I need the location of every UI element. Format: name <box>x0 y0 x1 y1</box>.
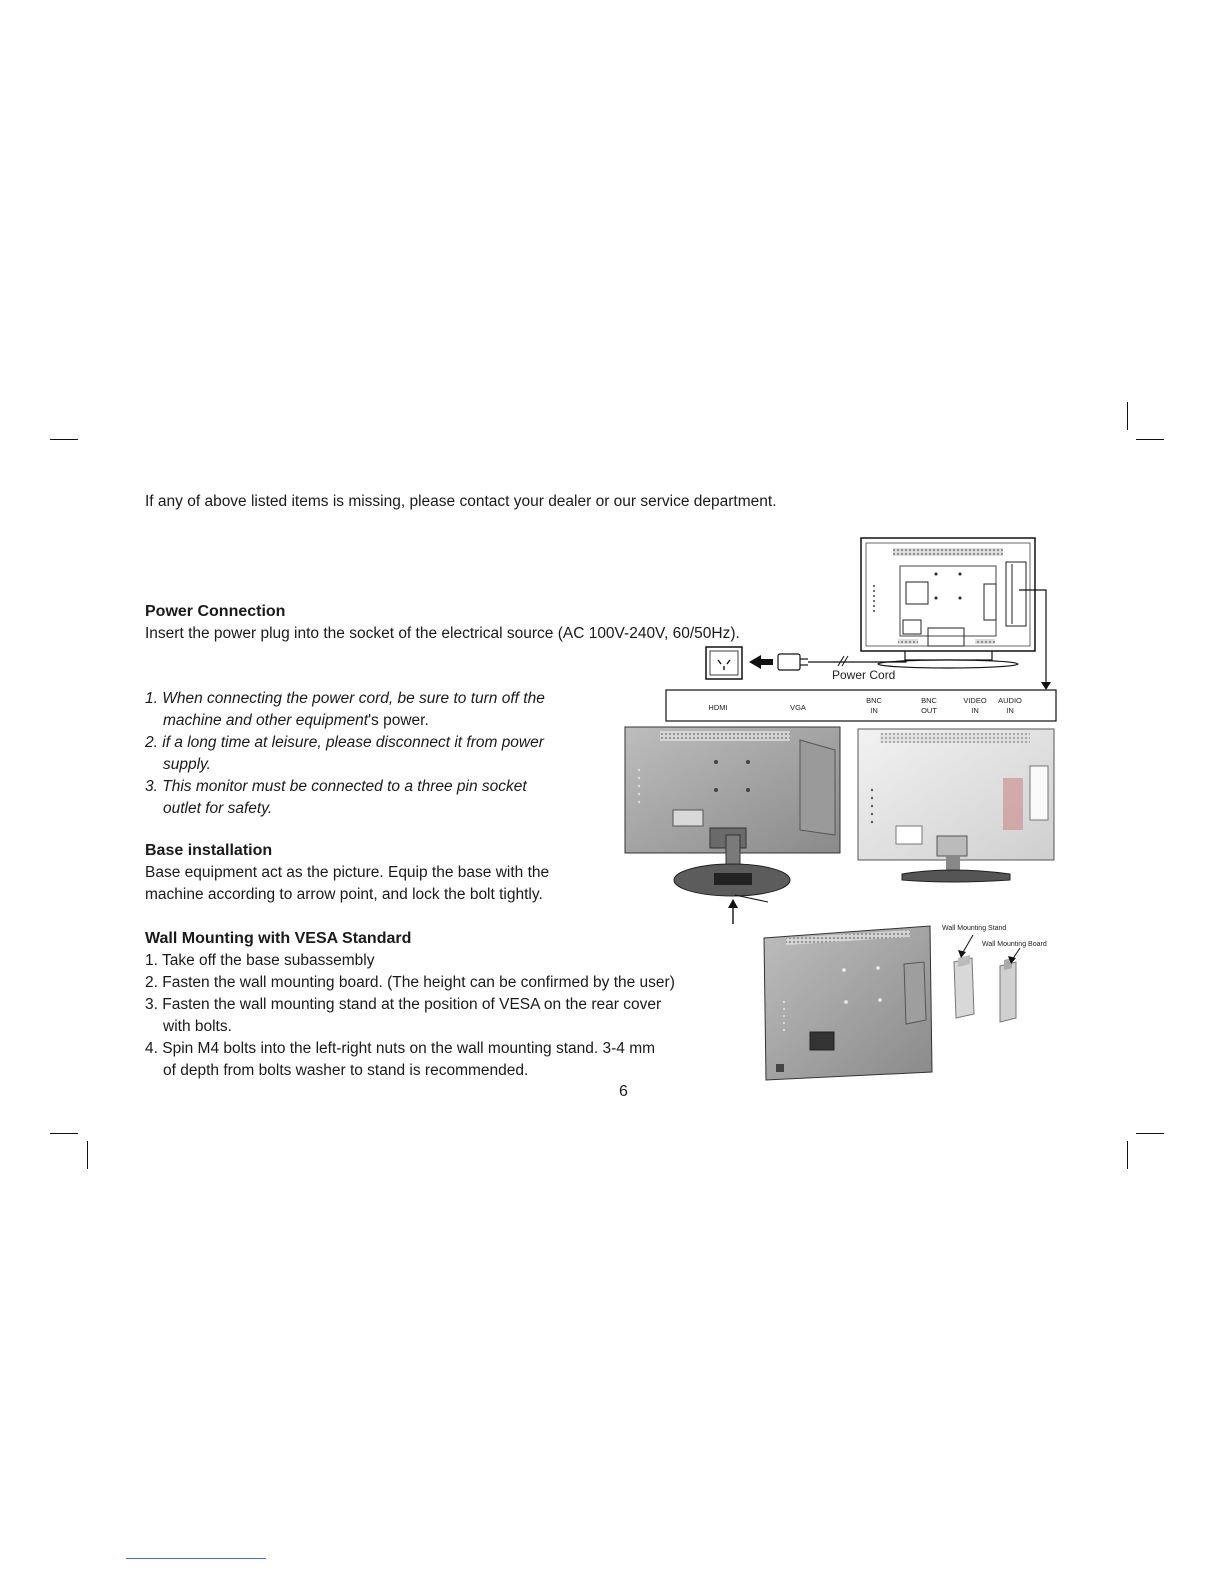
port-vga: VGA <box>790 703 806 712</box>
port-strip <box>666 690 1056 721</box>
wall-step-4: 4. Spin M4 bolts into the left-right nuts on the wall mounting stand. 3-4 mm <box>145 1040 656 1057</box>
power-text: Insert the power plug into the socket of the electrical source (AC 100V-240V, 60/50Hz). <box>145 625 740 642</box>
note-1-cont: machine and other equipment's power. <box>163 712 429 729</box>
power-cord-label: Power Cord <box>832 668 896 682</box>
wall-heading: Wall Mounting with VESA Standard <box>145 930 412 947</box>
port-bnc-out: BNC <box>921 696 937 705</box>
wall-step-1: 1. Take off the base subassembly <box>145 952 375 969</box>
wall-step-4-cont: of depth from bolts washer to stand is recommended. <box>163 1062 529 1079</box>
intro-text: If any of above listed items is missing, please contact your dealer or our service department. <box>145 493 777 510</box>
base-heading: Base installation <box>145 842 273 859</box>
wall-mount-photo <box>764 925 1047 1080</box>
wall-step-3: 3. Fasten the wall mounting stand at the position of VESA on the rear cover <box>145 996 662 1013</box>
wall-step-3-cont: with bolts. <box>163 1018 232 1035</box>
wall-stand-label: Wall Mounting Stand <box>942 925 1007 932</box>
wall-step-2: 2. Fasten the wall mounting board. (The height can be confirmed by the user) <box>145 974 675 991</box>
port-bnc-in: BNC <box>866 696 882 705</box>
port-audio-in-sub: IN <box>1006 706 1014 715</box>
port-video-in: VIDEO <box>963 696 987 705</box>
note-3: 3. This monitor must be connected to a three pin socket <box>145 778 527 795</box>
port-hdmi: HDMI <box>708 703 728 712</box>
tv-rear-photo <box>858 729 1054 882</box>
tv-rear-line-drawing <box>861 538 1035 668</box>
base-line-1: Base equipment act as the picture. Equip the base with the <box>145 864 550 881</box>
power-heading: Power Connection <box>145 603 286 620</box>
note-2-cont: supply. <box>163 756 211 773</box>
note-3-cont: outlet for safety. <box>163 800 273 817</box>
port-bnc-out-sub: OUT <box>921 706 937 715</box>
wall-board-label: Wall Mounting Board <box>982 941 1047 948</box>
base-line-2: machine according to arrow point, and lock the bolt tightly. <box>145 886 543 903</box>
power-outlet-diagram <box>706 647 906 682</box>
note-2: 2. if a long time at leisure, please disconnect it from power <box>145 734 544 751</box>
page-number: 6 <box>619 1083 628 1100</box>
port-audio-in: AUDIO <box>998 696 1022 705</box>
port-bnc-in-sub: IN <box>870 706 878 715</box>
port-video-in-sub: IN <box>971 706 979 715</box>
note-1: 1. When connecting the power cord, be sure to turn off the <box>145 690 545 707</box>
tv-base-photo <box>625 727 840 924</box>
